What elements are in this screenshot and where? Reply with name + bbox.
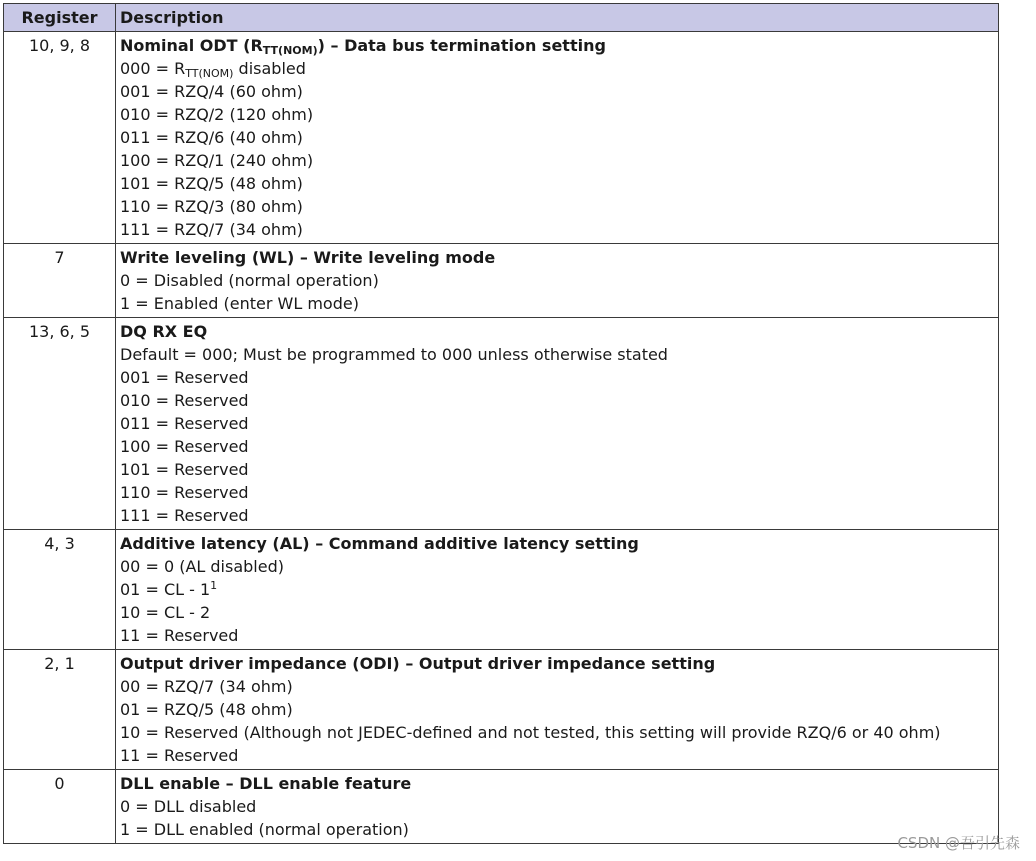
value-line: 101 = Reserved: [120, 460, 249, 479]
value-line: Default = 000; Must be programmed to 000 unless otherwise stated: [120, 345, 668, 364]
value-line: 0 = DLL disabled: [120, 797, 257, 816]
value-line: 100 = RZQ/1 (240 ohm): [120, 151, 314, 170]
footnote-marker: 1: [210, 579, 218, 592]
value-line: 110 = RZQ/3 (80 ohm): [120, 197, 303, 216]
value-line: 01 = RZQ/5 (48 ohm): [120, 700, 293, 719]
value-line: 11 = Reserved: [120, 626, 239, 645]
title-subscript: TT(NOM): [262, 44, 318, 57]
description-cell: [116, 32, 999, 244]
register-table: [3, 3, 999, 844]
title-text: Nominal ODT (R: [120, 36, 263, 55]
header-description: Description: [116, 4, 999, 32]
value-line: 111 = RZQ/7 (34 ohm): [120, 220, 303, 239]
register-cell: 10, 9, 8: [4, 32, 116, 244]
value-line: 0 = Disabled (normal operation): [120, 271, 379, 290]
value-line: 1 = Enabled (enter WL mode): [120, 294, 359, 313]
value-line: 010 = RZQ/2 (120 ohm): [120, 105, 314, 124]
header-register: Register: [4, 4, 116, 32]
table-row-dll-enable: [4, 770, 999, 844]
value-line: 001 = RZQ/4 (60 ohm): [120, 82, 303, 101]
value-line: 1 = DLL enabled (normal operation): [120, 820, 409, 839]
value-subscript: TT(NOM): [185, 67, 234, 80]
value-line: 011 = RZQ/6 (40 ohm): [120, 128, 303, 147]
table-row-nominal-odt: [4, 32, 999, 244]
register-cell: 7: [4, 244, 116, 318]
row-title: Additive latency (AL) – Command additive latency setting: [120, 534, 639, 553]
row-title: DQ RX EQ: [120, 322, 208, 341]
value-line: 111 = Reserved: [120, 506, 249, 525]
value-line: 001 = Reserved: [120, 368, 249, 387]
register-cell: 4, 3: [4, 530, 116, 650]
value-line: 101 = RZQ/5 (48 ohm): [120, 174, 303, 193]
watermark: CSDN @吾引先森: [897, 834, 1020, 852]
value-line: 011 = Reserved: [120, 414, 249, 433]
register-cell: 0: [4, 770, 116, 844]
header-row: [4, 4, 999, 32]
value-text: 01 = CL - 1: [120, 580, 211, 599]
value-line: 00 = 0 (AL disabled): [120, 557, 284, 576]
value-line: 10 = CL - 2: [120, 603, 211, 622]
row-title: DLL enable – DLL enable feature: [120, 774, 412, 793]
value-text-post: disabled: [233, 59, 306, 78]
value-line: 010 = Reserved: [120, 391, 249, 410]
description-cell: [116, 530, 999, 650]
table-row-write-leveling: [4, 244, 999, 318]
description-cell: [116, 650, 999, 770]
register-cell: 13, 6, 5: [4, 318, 116, 530]
value-line: [120, 57, 994, 80]
table-row-dq-rx-eq: [4, 318, 999, 530]
table-row-output-driver-impedance: [4, 650, 999, 770]
table-row-additive-latency: [4, 530, 999, 650]
row-title: Output driver impedance (ODI) – Output driver impedance setting: [120, 654, 716, 673]
value-line: 110 = Reserved: [120, 483, 249, 502]
register-cell: 2, 1: [4, 650, 116, 770]
register-table-container: [3, 3, 998, 844]
value-line: 100 = Reserved: [120, 437, 249, 456]
value-line: 10 = Reserved (Although not JEDEC-defined and not tested, this setting will provide RZQ/6 or 40 ohm): [120, 723, 941, 742]
value-text: 000 = R: [120, 59, 186, 78]
description-cell: [116, 244, 999, 318]
description-cell: [116, 318, 999, 530]
value-line: 00 = RZQ/7 (34 ohm): [120, 677, 293, 696]
value-line: 11 = Reserved: [120, 746, 239, 765]
description-cell: [116, 770, 999, 844]
row-title: Write leveling (WL) – Write leveling mode: [120, 248, 496, 267]
row-title: [120, 34, 994, 57]
value-line: [120, 578, 994, 601]
title-text-post: ) – Data bus termination setting: [317, 36, 606, 55]
